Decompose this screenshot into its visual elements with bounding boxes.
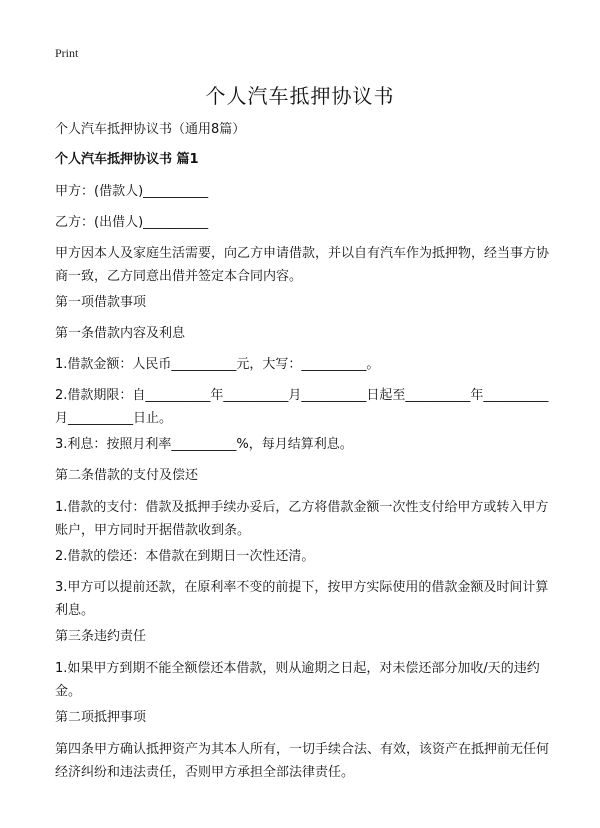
- party-b-line: 乙方：(出借人)__________: [55, 215, 209, 230]
- loan-amount-line: 1.借款金额：人民币__________元，大写：__________。: [55, 357, 380, 372]
- document-title: 个人汽车抵押协议书: [205, 84, 395, 108]
- loan-term-line: 2.借款期限：自__________年__________月__________日起至__________年__________月__________日止。: [55, 388, 549, 426]
- section-heading: 个人汽车抵押协议书 篇1: [55, 152, 199, 167]
- loan-payment-paragraph: 1.借款的支付：借款及抵押手续办妥后，乙方将借款金额一次性支付给甲方或转入甲方账户，甲方同时开据借款收到条。: [55, 500, 549, 538]
- interest-line: 3.利息：按照月利率__________%，每月结算利息。: [55, 437, 353, 452]
- intro-paragraph: 甲方因本人及家庭生活需要，向乙方申请借款，并以自有汽车作为抵押物，经当事方协商一致，乙方同意出借并签定本合同内容。: [55, 246, 550, 284]
- early-repayment-paragraph: 3.甲方可以提前还款，在原利率不变的前提下，按甲方实际使用的借款金额及时间计算利息。: [55, 580, 549, 618]
- article-three-heading: 第三条违约责任: [55, 629, 147, 644]
- article-two-heading: 第二条借款的支付及偿还: [55, 468, 199, 483]
- article-four-paragraph: 第四条甲方确认抵押资产为其本人所有，一切手续合法、有效，该资产在抵押前无任何经济纠纷和违法责任，否则甲方承担全部法律责任。: [55, 742, 550, 780]
- breach-paragraph: 1.如果甲方到期不能全额偿还本借款，则从逾期之日起，对未偿还部分加收/天的违约金。: [55, 661, 540, 699]
- party-a-line: 甲方：(借款人)__________: [55, 184, 209, 199]
- print-link[interactable]: Print: [55, 46, 79, 60]
- loan-repayment-line: 2.借款的偿还：本借款在到期日一次性还清。: [55, 549, 315, 564]
- item-two-heading: 第二项抵押事项: [55, 710, 147, 725]
- item-one-heading: 第一项借款事项: [55, 295, 147, 310]
- article-one-heading: 第一条借款内容及利息: [55, 326, 186, 341]
- document-subtitle: 个人汽车抵押协议书（通用8篇）: [55, 122, 246, 137]
